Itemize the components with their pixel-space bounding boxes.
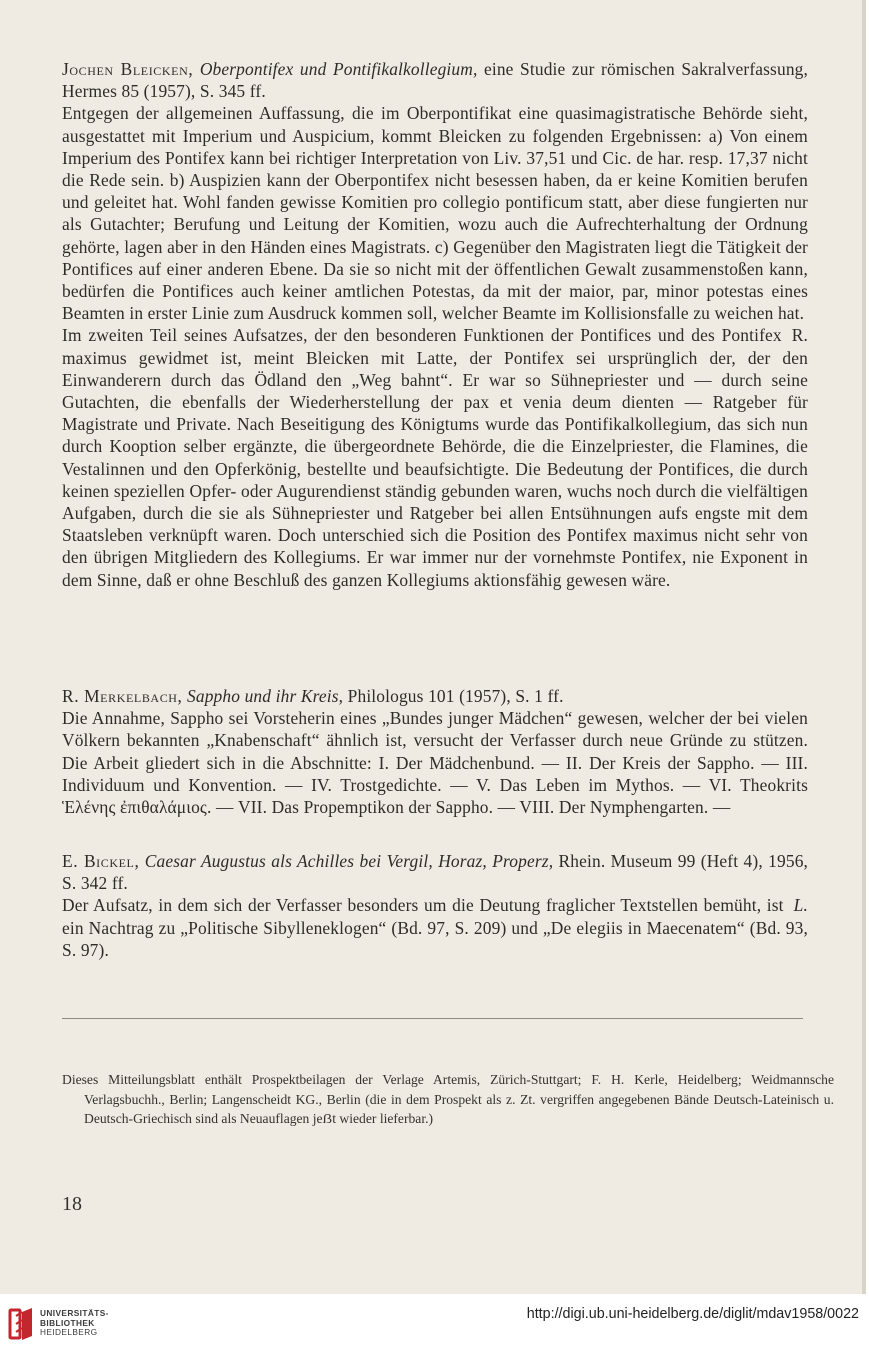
review-citation: eine Studie zur römischen Sakralverfassung, Hermes 85 (1957), S. 345 ff.	[62, 59, 809, 102]
publisher-footnote: Dieses Mitteilungsblatt enthält Prospektbeilagen der Verlage Artemis, Zürich-Stuttgart; F. H. Kerle, Heidelberg; Weidmannsche Verlagsbuchh., Berlin; Langenscheidt KG., Berlin (die in dem Prospekt als z. Zt. vergriffen angegebenen Bände Deutsch-Lateinisch u. Deutsch-Griechisch sind als Neuauflagen jeẞt wieder lieferbar.)	[62, 1072, 834, 1126]
library-name-line: HEIDELBERG	[40, 1327, 98, 1338]
review-author: E. Bickel,	[62, 851, 140, 871]
review-author: R. Merkelbach,	[62, 686, 183, 706]
library-name	[40, 1309, 109, 1338]
review-heading	[62, 685, 808, 707]
review-author: Jochen Bleicken,	[62, 59, 194, 79]
review-citation: Philologus 101 (1957), S. 1 ff.	[347, 686, 564, 706]
page-number: 18	[62, 1193, 82, 1215]
review-title: Caesar Augustus als Achilles bei Vergil, Horaz, Properz,	[144, 851, 554, 871]
review-initials: L.	[793, 895, 808, 916]
review-title: Oberpontifex und Pontifikalkollegium,	[199, 59, 478, 79]
review-paragraph	[62, 324, 808, 590]
separator-rule	[62, 1018, 803, 1019]
review-bleicken	[62, 58, 808, 591]
review-paragraph	[62, 894, 808, 961]
library-logo-icon	[8, 1306, 36, 1342]
library-name-line: UNIVERSITÄTS-	[40, 1308, 109, 1318]
review-citation: Rhein. Museum 99 (Heft 4), 1956, S. 342 ff.	[62, 851, 809, 894]
review-paragraph: Die Annahme, Sappho sei Vorsteherin eines „Bundes junger Mädchen“ gewesen, welcher der bei vielen Völkern bekannten „Knabenschaft“ ähnlich ist, versucht der Verfasser durch neue Gründe zu stützen. Die Arbeit gliedert sich in die Abschnitte: I. Der Mädchenbund. — II. Der Kreis der Sappho. — III. Individuum und Konvention. — IV. Trostgedichte. — V. Das Leben im Mythos. — VI. Theokrits Ἑλένης ἐπιθαλάμιος. — VII. Das Propemptikon der Sappho. — VIII. Der Nymphengarten. —	[62, 708, 808, 818]
review-merkelbach	[62, 685, 808, 818]
review-paragraph-text: Im zweiten Teil seines Aufsatzes, der den besonderen Funktionen der Pontifices und des Pontifex maximus gewidmet ist, meint Bleicken mit Latte, der Pontifex sei ursprünglich der, der den Einwanderern durch das Ödland den „Weg bahnt“. Er war so Sühnepriester und — durch seine Gutachten, die ebenfalls der Wiederherstellung der pax et venia deum dienten — Ratgeber für Magistrate und Private. Nach Beseitigung des Königtums wurde das Pontifikalkollegium, das sich nun durch Kooption selber ergänzte, die übergeordnete Behörde, die die Einzelpriester, die Flamines, die Vestalinnen und den Opferkönig, bestellte und beaufsichtigte. Die Bedeutung der Pontifices, die durch keinen speziellen Opfer- oder Augurendienst ständig gebunden waren, wuchs noch durch die vielfältigen Aufgaben, durch die sie als Sühnepriester und Ratgeber bei allen Entsühnungen aufs engste mit dem Staatsleben verknüpft waren. Doch unterschied sich die Position des Pontifex maximus nicht sehr von den übrigen Mitgliedern des Kollegiums. Er war immer nur der vornehmste Pontifex, nie Exponent in dem Sinne, daß er ohne Beschluß des ganzen Kollegiums aktionsfähig gewesen wäre.	[62, 325, 808, 590]
viewer-footer	[0, 1294, 869, 1358]
review-paragraph: Entgegen der allgemeinen Auffassung, die im Oberpontifikat eine quasimagistratische Behörde sieht, ausgestattet mit Imperium und Auspicium, kommt Bleicken zu folgenden Ergebnissen: a) Von einem Imperium des Pontifex kann bei richtiger Interpretation von Liv. 37,51 und Cic. de har. resp. 17,37 nicht die Rede sein. b) Auspizien kann der Oberpontifex nicht besessen haben, da er keine Komitien berufen und geleitet hat. Wohl fanden gewisse Komitien pro collegio pontificum statt, aber diese fungierten nur als Gutachter; Berufung und Leitung der Komitien, wozu auch die Aufrechterhaltung der Ordnung gehörte, lagen aber in den Händen eines Magistrats. c) Gegenüber den Magistraten liegt die Tätigkeit der Pontifices auf einer anderen Ebene. Da sie so nicht mit der öffentlichen Gewalt zusammenstoßen kann, bedürfen die Pontifices auch keiner amtlichen Potestas, da mit der maior, par, minor potestas eines Beamten in erster Linie zum Ausdruck kommen soll, welcher Beamte im Kollisionsfalle zu weichen hat.	[62, 103, 808, 324]
review-heading	[62, 58, 808, 102]
review-bickel	[62, 850, 808, 961]
source-url-link[interactable]: http://digi.ub.uni-heidelberg.de/diglit/mdav1958/0022	[526, 1306, 859, 1322]
review-paragraph-text: Der Aufsatz, in dem sich der Verfasser besonders um die Deutung fraglicher Textstellen bemüht, ist ein Nachtrag zu „Politische Sibylleneklogen“ (Bd. 97, S. 209) und „De elegiis in Maecenatem“ (Bd. 93, S. 97).	[62, 895, 808, 960]
review-initials: R.	[791, 325, 808, 346]
library-name-line: BIBLIOTHEK	[40, 1317, 95, 1328]
review-heading	[62, 850, 808, 894]
review-title: Sappho und ihr Kreis,	[187, 686, 344, 706]
